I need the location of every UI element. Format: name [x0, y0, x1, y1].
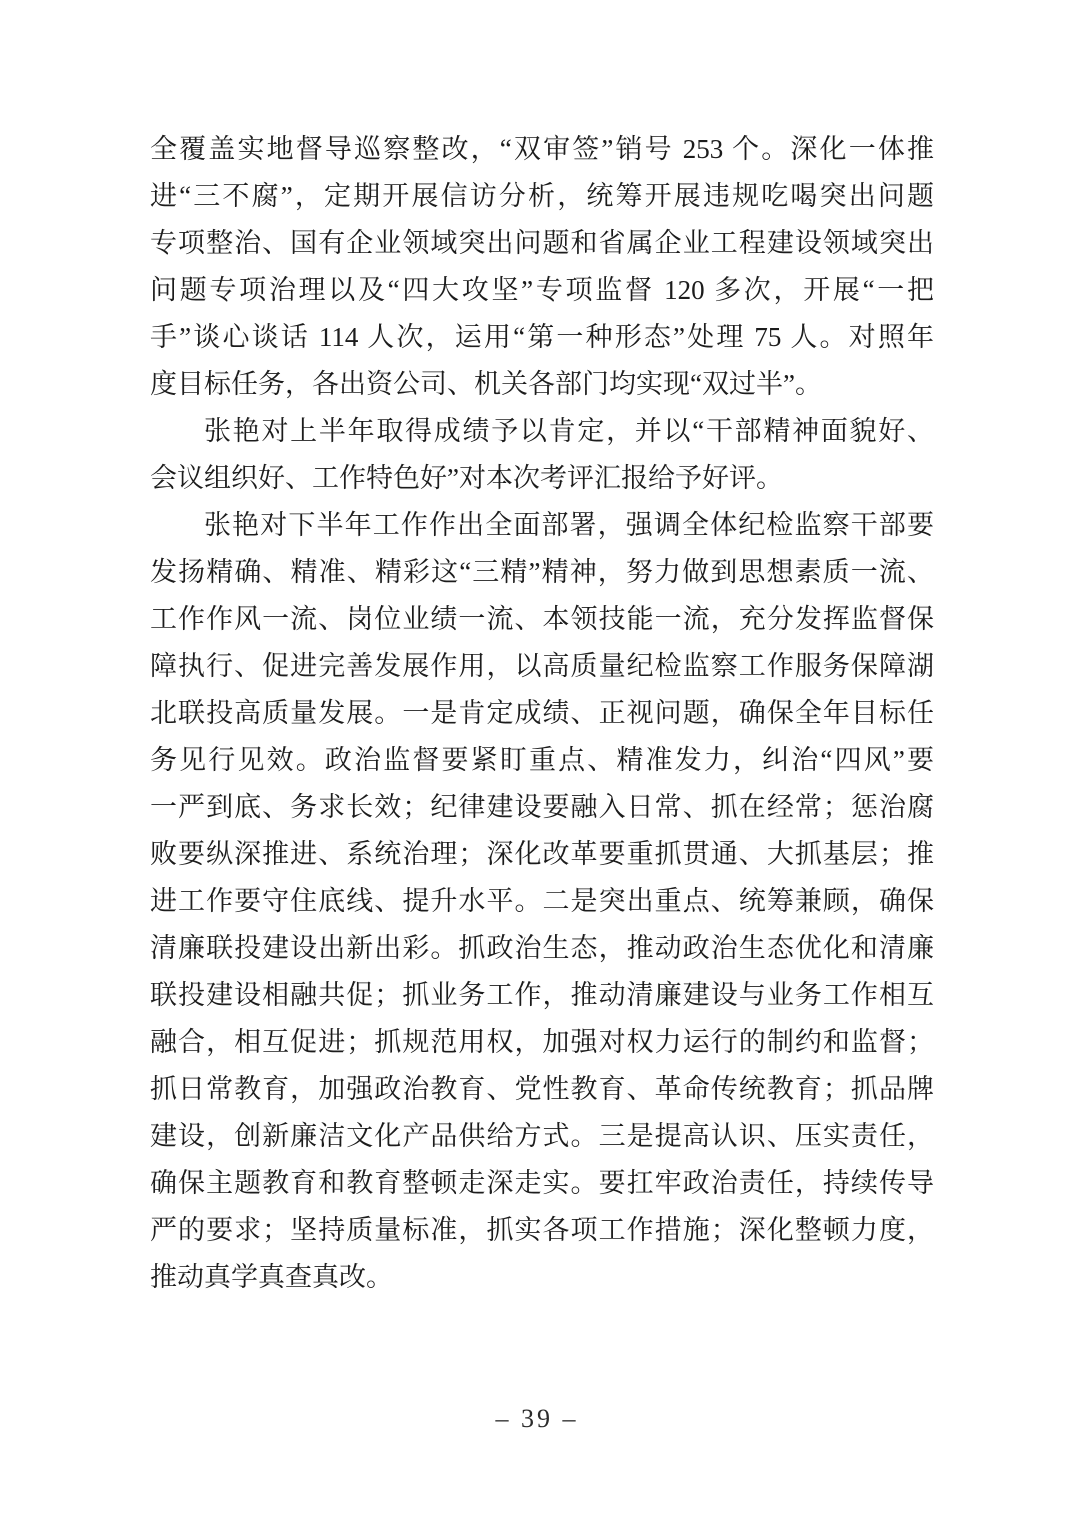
text-line: 张艳对上半年取得成绩予以肯定，并以“干部精神面貌好、: [204, 416, 934, 446]
paragraph: [150, 502, 934, 1301]
text-line: 北联投高质量发展。一是肯定成绩、正视问题，确保全年目标任: [150, 698, 934, 728]
text-line: 确保主题教育和教育整顿走深走实。要扛牢政治责任，持续传导: [150, 1168, 934, 1198]
text-line: 融合，相互促进；抓规范用权，加强对权力运行的制约和监督；: [150, 1027, 934, 1057]
text-line: 全覆盖实地督导巡察整改，“双审签”销号 253 个。深化一体推: [150, 134, 934, 164]
text-line: 会议组织好、工作特色好”对本次考评汇报给予好评。: [150, 463, 783, 493]
text-line: 问题专项治理以及“四大攻坚”专项监督 120 多次，开展“一把: [150, 275, 934, 305]
text-line: 推动真学真查真改。: [150, 1262, 393, 1292]
text-block: [150, 126, 934, 1301]
text-line: 工作作风一流、岗位业绩一流、本领技能一流，充分发挥监督保: [150, 604, 934, 634]
text-line: 进工作要守住底线、提升水平。二是突出重点、统筹兼顾，确保: [150, 886, 934, 916]
page-number: – 39 –: [495, 1404, 579, 1433]
text-line: 一严到底、务求长效；纪律建设要融入日常、抓在经常；惩治腐: [150, 792, 934, 822]
text-line: 务见行见效。政治监督要紧盯重点、精准发力，纠治“四风”要: [150, 745, 934, 775]
text-line: 进“三不腐”，定期开展信访分析，统筹开展违规吃喝突出问题: [150, 181, 934, 211]
text-line: 建设，创新廉洁文化产品供给方式。三是提高认识、压实责任，: [150, 1121, 934, 1151]
text-line: 手”谈心谈话 114 人次，运用“第一种形态”处理 75 人。对照年: [150, 322, 934, 352]
text-line: 发扬精确、精准、精彩这“三精”精神，努力做到思想素质一流、: [150, 557, 934, 587]
text-line: 败要纵深推进、系统治理；深化改革要重抓贯通、大抓基层；推: [150, 839, 934, 869]
text-line: 严的要求；坚持质量标准，抓实各项工作措施；深化整顿力度，: [150, 1215, 934, 1245]
text-line: 抓日常教育，加强政治教育、党性教育、革命传统教育；抓品牌: [150, 1074, 934, 1104]
paragraph: [150, 408, 934, 502]
text-line: 联投建设相融共促；抓业务工作，推动清廉建设与业务工作相互: [150, 980, 934, 1010]
text-line: 度目标任务，各出资公司、机关各部门均实现“双过半”。: [150, 369, 822, 399]
text-line: 张艳对下半年工作作出全面部署，强调全体纪检监察干部要: [204, 510, 934, 540]
paragraph: [150, 126, 934, 408]
text-line: 障执行、促进完善发展作用，以高质量纪检监察工作服务保障湖: [150, 651, 934, 681]
text-line: 专项整治、国有企业领域突出问题和省属企业工程建设领域突出: [150, 228, 934, 258]
text-line: 清廉联投建设出新出彩。抓政治生态，推动政治生态优化和清廉: [150, 933, 934, 963]
